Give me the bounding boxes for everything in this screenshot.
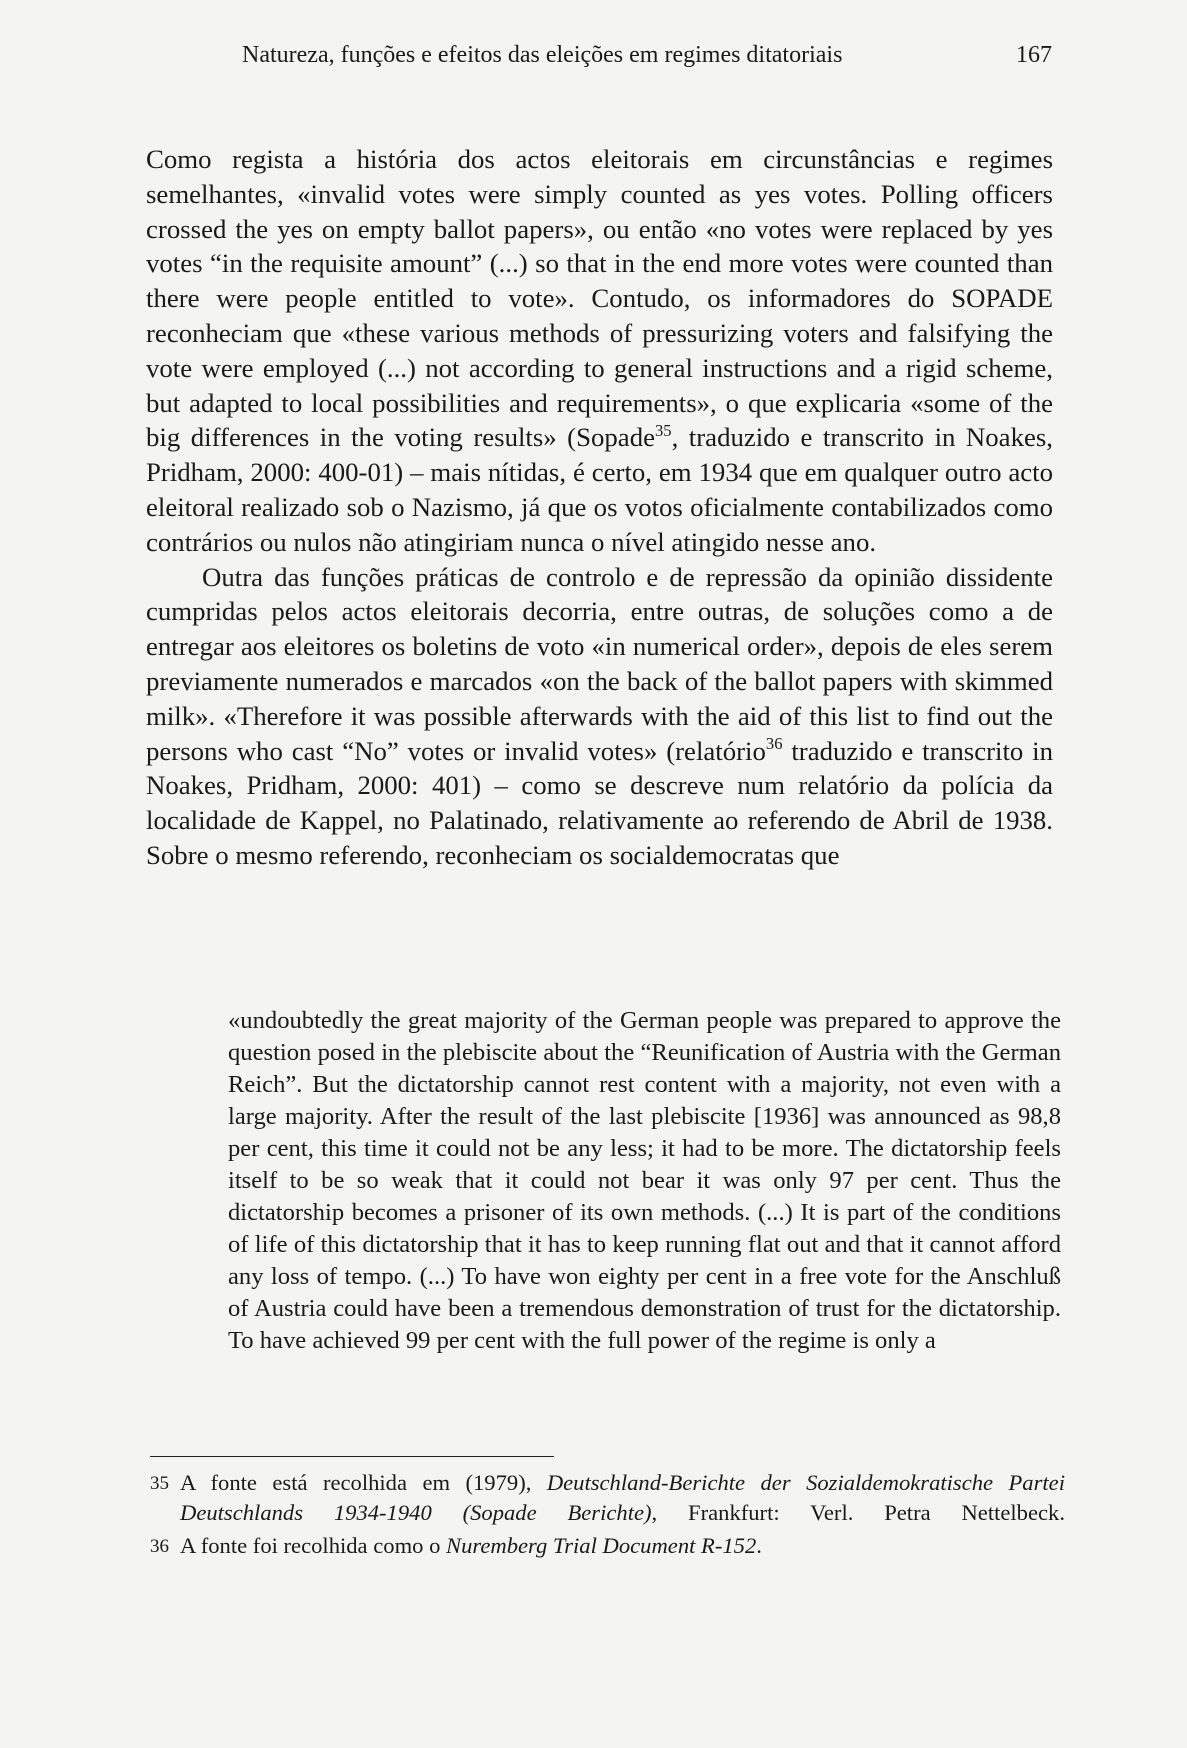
paragraph-1-text-a: Como regista a história dos actos eleitorais em circunstâncias e regimes semelhantes, «invalid votes were simply counted as yes votes. Polling officers crossed the yes on empty ballot papers», ou então «no votes were replaced by yes votes “in the requisite amount” (...) so that in the end more votes were counted than there were people entitled to vote». Contudo, os informadores do SOPADE reconheciam que «these various methods of pressurizing voters and falsifying the vote were employed (...) not according to general instructions and a rigid scheme, but adapted to local possibilities and requirements», o que explicaria «some of the big differences in the voting results» (Sopade [146, 144, 1053, 453]
footnote-tail: . [756, 1533, 762, 1558]
footnotes [150, 1468, 1065, 1565]
footnote-title: Deutschland-Berichte der Sozialdemokratische Partei Deutschlands 1934-1940 (Sopade Berichte) [180, 1470, 1065, 1525]
footnote-36 [150, 1531, 1065, 1562]
footnote-text [180, 1468, 1065, 1528]
footnote-tail: , Frankfurt: Verl. Petra Nettelbeck. [651, 1500, 1065, 1525]
block-quote [228, 1005, 1061, 1357]
running-title: Natureza, funções e efeitos das eleições em regimes ditatoriais [242, 42, 843, 68]
main-text [146, 142, 1053, 873]
footnote-35 [150, 1468, 1065, 1528]
paragraph-2-text-a: Outra das funções práticas de controlo e de repressão da opinião dissidente cumpridas pelos actos eleitorais decorria, entre outras, de soluções como a de entregar aos eleitores os boletins de voto «in numerical order», depois de eles serem previamente numerados e marcados «on the back of the ballot papers with skimmed milk». «Therefore it was possible afterwards with the aid of this list to find out the persons who cast “No” votes or invalid votes» (relatório [146, 561, 1053, 766]
footnote-text [180, 1531, 1065, 1562]
footnote-title: Nuremberg Trial Document R-152 [446, 1533, 757, 1558]
block-quote-text: «undoubtedly the great majority of the German people was prepared to approve the question posed in the plebiscite about the “Reunification of Austria with the German Reich”. But the dictatorship cannot rest content with a majority, not even with a large majority. After the result of the last plebiscite [1936] was announced as 98,8 per cent, this time it could not be any less; it had to be more. The dictatorship feels itself to be so weak that it could not bear it was only 97 per cent. Thus the dictatorship becomes a prisoner of its own methods. (...) It is part of the conditions of life of this dictatorship that it has to keep running flat out and that it cannot afford any loss of tempo. (...) To have won eighty per cent in a free vote for the Anschluß of Austria could have been a tremendous demonstration of trust for the dictatorship. To have achieved 99 per cent with the full power of the regime is only a [228, 1007, 1061, 1354]
page-number: 167 [1016, 42, 1052, 68]
paragraph-2 [146, 560, 1053, 873]
footnote-divider [150, 1456, 554, 1457]
footnote-lead: A fonte está recolhida em (1979), [180, 1470, 547, 1495]
footnote-ref-36[interactable]: 36 [765, 733, 783, 753]
paragraph-1 [146, 142, 1053, 560]
footnote-number: 35 [150, 1473, 169, 1494]
paragraph-2-text-b: traduzido e transcrito in Noakes, Pridham, 2000: 401) – como se descreve num relatório da polícia da localidade de Kappel, no Palatinado, relativamente ao referendo de Abril de 1938. Sobre o mesmo referendo, reconheciam os socialdemocratas que [146, 735, 1053, 870]
footnote-lead: A fonte foi recolhida como o [180, 1533, 447, 1558]
footnote-number: 36 [150, 1536, 169, 1557]
paragraph-1-text-b: , traduzido e transcrito in Noakes, Pridham, 2000: 400-01) – mais nítidas, é certo, em 1934 que em qualquer outro acto eleitoral realizado sob o Nazismo, já que os votos oficialmente contabilizados como contrários ou nulos não atingiriam nunca o nível atingido nesse ano. [146, 422, 1053, 557]
footnote-ref-35[interactable]: 35 [655, 420, 672, 440]
